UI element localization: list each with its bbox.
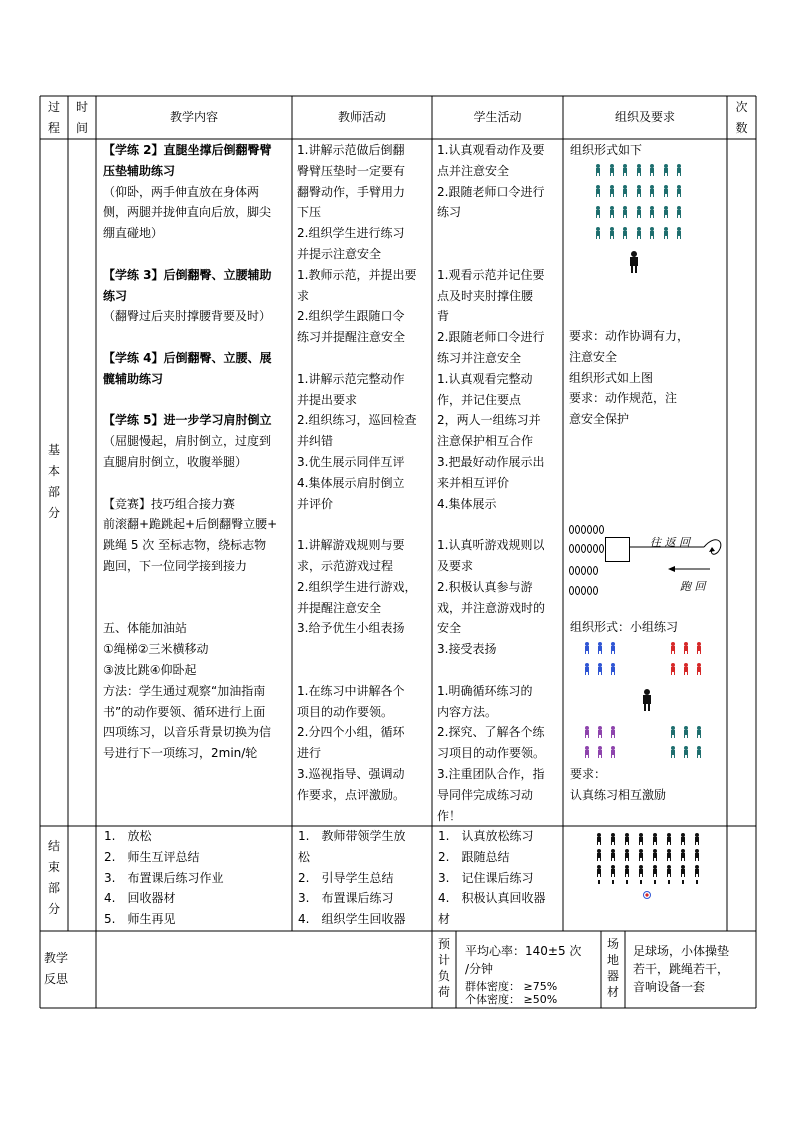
basic-student-line [437, 514, 562, 535]
student-dot-icon [612, 880, 614, 884]
basic-student-line [437, 660, 562, 681]
basic-content-line: （屈腿慢起，肩肘倒立，过度到 [103, 434, 272, 449]
relay-marker-icon [593, 566, 598, 575]
student-dot-icon [626, 880, 628, 884]
relay-marker-icon [593, 544, 598, 553]
basic-student-line: 戏，并注意游戏时的 [437, 600, 546, 615]
basic-student-line: 1.明确循环练习的 [437, 683, 533, 698]
basic-teacher-line: 进行 [297, 746, 322, 761]
basic-teacher-line: 求 [297, 288, 310, 303]
basic-teacher-line: 1.讲解游戏规则与要 [297, 538, 405, 553]
relay-marker-icon [581, 525, 586, 534]
student-figure-icon [610, 849, 616, 861]
heart-rate: 平均心率：140±5 次 /分钟 [465, 944, 582, 976]
student-figure-icon [610, 726, 616, 738]
student-figure-icon [680, 849, 686, 861]
basic-student-line: 1.认真听游戏规则以 [437, 538, 545, 553]
org-group-title: 组织形式：小组练习 [570, 620, 679, 634]
basic-teacher-line [297, 639, 431, 660]
relay-marker-icon [599, 525, 604, 534]
basic-content-line: 【学练 3】后倒翻臀、立腰辅助 [103, 267, 272, 282]
relay-marker-icon [581, 566, 586, 575]
student-figure-icon [622, 227, 628, 239]
student-figure-icon [638, 865, 644, 877]
basic-student-line: 练习 [437, 205, 462, 220]
basic-student-activity [437, 140, 562, 826]
relay-marker-icon [587, 525, 592, 534]
basic-teacher-line: 1.在练习中讲解各个 [297, 683, 405, 698]
basic-content-line: ①绳梯②三米横移动 [103, 642, 209, 657]
student-figure-icon [680, 833, 686, 845]
student-figure-icon [596, 849, 602, 861]
basic-content-line: 号进行下一项练习，2min/轮 [103, 746, 258, 761]
basic-content-line [103, 244, 291, 265]
basic-content-line: 前滚翻+跪跳起+后倒翻臀立腰+ [103, 517, 278, 532]
student-figure-icon [597, 726, 603, 738]
basic-teacher-line: 2.组织学生进行游戏， [297, 579, 417, 594]
student-figure-icon [694, 849, 700, 861]
relay-label-top: 往 返 回 [650, 536, 690, 549]
student-figure-icon [670, 642, 676, 654]
student-figure-icon [624, 833, 630, 845]
teacher-figure-icon [629, 251, 639, 273]
basic-teacher-line: 翻臀动作，手臂用力 [297, 184, 406, 199]
relay-marker-icon [575, 525, 580, 534]
student-figure-icon [596, 833, 602, 845]
header-student: 学生活动 [473, 110, 522, 124]
basic-teacher-line [297, 660, 431, 681]
basic-student-line: 3.接受表扬 [437, 642, 497, 657]
relay-marker-icon [569, 586, 574, 595]
student-figure-icon [649, 164, 655, 176]
student-figure-icon [622, 206, 628, 218]
relay-marker-icon [599, 544, 604, 553]
basic-teacher-line: 3.给予优生小组表扬 [297, 621, 405, 636]
basic-teacher-line: 3.巡视指导、强调动 [297, 766, 405, 781]
basic-teacher-line: 并提示注意安全 [297, 246, 382, 261]
basic-teacher-line: 并提醒注意安全 [297, 600, 382, 615]
student-figure-icon [610, 746, 616, 758]
relay-marker-icon [569, 544, 574, 553]
student-figure-icon [663, 206, 669, 218]
basic-student-line: 2，两人一组练习并 [437, 413, 541, 428]
student-figure-icon [609, 206, 615, 218]
student-figure-icon [676, 185, 682, 197]
basic-content-line: （翻臀过后夹肘撑腰背要及时） [103, 309, 272, 324]
org-group-requirements: 要求： 认真练习相互激励 [570, 767, 667, 802]
basic-content-line: 练习 [103, 288, 128, 303]
basic-student-line: 4.集体展示 [437, 496, 497, 511]
basic-teacher-line: 2.组织学生进行练习 [297, 226, 405, 241]
student-figure-icon [638, 849, 644, 861]
basic-student-line: 2.跟随老师口令进行 [437, 330, 545, 345]
relay-marker-icon [581, 586, 586, 595]
student-figure-icon [636, 185, 642, 197]
student-figure-icon [676, 164, 682, 176]
basic-student-line: 2.跟随老师口令进行 [437, 184, 545, 199]
basic-content-line: 五、体能加油站 [103, 621, 188, 636]
basic-teacher-line: 4.集体展示肩肘倒立 [297, 475, 405, 490]
basic-teacher-line: 臀臂压垫时一定要有 [297, 163, 406, 178]
density: 群体密度： ≥75% 个体密度： ≥50% [465, 980, 558, 1006]
relay-label-bottom: 跑 回 [680, 580, 706, 593]
basic-content-line: 绷直碰地） [103, 226, 164, 241]
student-figure-icon [622, 185, 628, 197]
student-figure-icon [597, 663, 603, 675]
relay-marker-icon [575, 566, 580, 575]
student-figure-icon [680, 865, 686, 877]
relay-marker-icon [581, 544, 586, 553]
relay-marker-icon [587, 566, 592, 575]
student-figure-icon [584, 642, 590, 654]
basic-student-line: 1.观看示范并记住要 [437, 267, 545, 282]
student-dot-icon [668, 880, 670, 884]
basic-content-line: 方法：学生通过观察“加油指南 [103, 683, 266, 698]
basic-student-line [437, 244, 562, 265]
basic-content-line [103, 577, 291, 598]
student-dot-icon [682, 880, 684, 884]
student-figure-icon [609, 164, 615, 176]
student-figure-icon [652, 833, 658, 845]
student-figure-icon [638, 833, 644, 845]
relay-marker-icon [587, 586, 592, 595]
header-process: 过 程 [47, 100, 60, 135]
student-figure-icon [663, 164, 669, 176]
student-figure-icon [624, 849, 630, 861]
basic-teacher-line: 并提出要求 [297, 392, 358, 407]
relay-marker-icon [569, 566, 574, 575]
student-figure-icon [649, 185, 655, 197]
basic-content-line: 【学练 4】后倒翻臀、立腰、展 [103, 350, 272, 365]
student-figure-icon [676, 206, 682, 218]
basic-content-line: 【学练 2】直腿坐撑后倒翻臀臂 [103, 143, 272, 157]
header-organize: 组织及要求 [614, 110, 675, 124]
relay-marker-icon [587, 544, 592, 553]
basic-teacher-line [297, 348, 431, 369]
basic-teacher-line: 3.优生展示同伴互评 [297, 454, 405, 469]
ending-teacher: 1. 教师带领学生放 松 2. 引导学生总结 3. 布置课后练习 4. 组织学生回收器 [298, 829, 406, 927]
student-figure-icon [595, 206, 601, 218]
basic-student-line: 作！ [437, 808, 462, 823]
student-figure-icon [694, 833, 700, 845]
student-figure-icon [636, 206, 642, 218]
basic-section-label: 基 本 部 分 [47, 443, 60, 520]
basic-content-line: ③波比跳④仰卧起 [103, 662, 197, 677]
basic-teacher-line: 1.讲解示范完整动作 [297, 371, 405, 386]
basic-student-line: 2.探究、了解各个练 [437, 725, 545, 740]
basic-student-line: 作，并记住要点 [437, 392, 522, 407]
basic-student-line: 3.注重团队合作，指 [437, 766, 545, 781]
basic-content-line: （仰卧，两手伸直放在身体两 [103, 184, 260, 199]
basic-teacher-line: 练习并提醒注意安全 [297, 330, 406, 345]
basic-teacher-line: 2.组织练习，巡回检查 [297, 413, 417, 428]
basic-student-line: 3.把最好动作展示出 [437, 454, 545, 469]
header-teacher: 教师活动 [337, 110, 386, 124]
student-dot-icon [696, 880, 698, 884]
student-figure-icon [584, 663, 590, 675]
relay-mat-box [605, 537, 630, 562]
student-figure-icon [610, 833, 616, 845]
basic-content-line: 书”的动作要领、循环进行上面 [103, 704, 266, 719]
basic-content-line: 直腿肩肘倒立，收腹举腿） [103, 454, 248, 469]
relay-marker-icon [593, 586, 598, 595]
student-figure-icon [696, 642, 702, 654]
basic-student-line: 点及时夹肘撑住腰 [437, 288, 534, 303]
student-figure-icon [676, 227, 682, 239]
student-figure-icon [596, 865, 602, 877]
student-figure-icon [595, 164, 601, 176]
student-figure-icon [683, 746, 689, 758]
student-figure-icon [663, 227, 669, 239]
load-label: 预 计 负 荷 [437, 937, 450, 999]
relay-marker-icon [593, 525, 598, 534]
basic-student-line: 1.认真观看动作及要 [437, 143, 545, 157]
basic-teacher-line: 作要求，点评激励。 [297, 787, 406, 802]
student-figure-icon [610, 663, 616, 675]
basic-student-line: 及要求 [437, 558, 474, 573]
student-figure-icon [696, 746, 702, 758]
basic-student-line: 习项目的动作要领。 [437, 746, 546, 761]
teacher-marker-icon [643, 891, 651, 899]
basic-student-line: 来并相互评价 [437, 475, 510, 490]
student-figure-icon [597, 746, 603, 758]
student-figure-icon [609, 185, 615, 197]
org-requirements: 要求：动作协调有力， 注意安全 组织形式如上图 要求：动作规范，注 意安全保护 [569, 329, 690, 427]
student-figure-icon [666, 833, 672, 845]
basic-content-line [103, 598, 291, 619]
student-dot-icon [654, 880, 656, 884]
basic-content-line: 【竞赛】技巧组合接力赛 [103, 496, 236, 511]
student-figure-icon [670, 663, 676, 675]
basic-teacher-line: 求，示范游戏过程 [297, 558, 394, 573]
basic-teacher-line: 1.教师示范，并提出要 [297, 267, 417, 282]
basic-content-line: 跳绳 5 次 至标志物，绕标志物 [103, 538, 267, 553]
student-figure-icon [610, 865, 616, 877]
basic-student-line [437, 223, 562, 244]
venue-equipment: 足球场，小体操垫 若干，跳绳若干， 音响设备一套 [633, 944, 730, 994]
basic-student-line: 背 [437, 309, 450, 324]
student-figure-icon [683, 663, 689, 675]
student-figure-icon [670, 726, 676, 738]
student-figure-icon [666, 849, 672, 861]
basic-teacher-line: 项目的动作要领。 [297, 704, 394, 719]
student-figure-icon [670, 746, 676, 758]
basic-content-line [103, 390, 291, 411]
basic-content-line [103, 473, 291, 494]
basic-content-line: 侧，两腿并拢伸直向后放，脚尖 [103, 205, 272, 220]
student-figure-icon [683, 642, 689, 654]
header-time: 时 间 [75, 100, 88, 135]
student-figure-icon [649, 227, 655, 239]
venue-label: 场 地 器 材 [606, 937, 619, 999]
basic-content-line: 四项练习，以音乐背景切换为信 [103, 725, 272, 740]
basic-teacher-line: 下压 [297, 205, 322, 220]
basic-content-line: 压垫辅助练习 [103, 163, 176, 178]
header-content: 教学内容 [169, 110, 218, 124]
basic-student-line: 内容方法。 [437, 704, 498, 719]
ending-student: 1. 认真放松练习 2. 跟随总结 3. 记住课后练习 4. 积极认真回收器 材 [438, 829, 546, 927]
student-dot-icon [598, 880, 600, 884]
student-figure-icon [636, 227, 642, 239]
student-figure-icon [609, 227, 615, 239]
student-figure-icon [652, 849, 658, 861]
student-figure-icon [696, 726, 702, 738]
student-figure-icon [622, 164, 628, 176]
student-figure-icon [663, 185, 669, 197]
student-figure-icon [694, 865, 700, 877]
student-figure-icon [584, 726, 590, 738]
student-figure-icon [610, 642, 616, 654]
basic-student-line: 注意保护相互合作 [437, 434, 534, 449]
basic-teacher-line: 2.分四个小组，循环 [297, 725, 405, 740]
basic-teaching-content [103, 140, 291, 764]
relay-marker-icon [575, 544, 580, 553]
basic-student-line: 导同伴完成练习动 [437, 787, 534, 802]
basic-content-line: 跑回，下一位同学接到接力 [103, 558, 248, 573]
student-figure-icon [649, 206, 655, 218]
basic-student-line: 点并注意安全 [437, 163, 510, 178]
ending-content: 1. 放松 2. 师生互评总结 3. 布置课后练习作业 4. 回收器材 5. 师生再见 [104, 829, 224, 927]
basic-teacher-line: 1.讲解示范做后倒翻 [297, 143, 405, 157]
reflection-label: 教学 反思 [44, 951, 69, 986]
teacher-figure-2-icon [642, 689, 652, 711]
basic-content-line [103, 327, 291, 348]
student-figure-icon [624, 865, 630, 877]
basic-student-line: 2.积极认真参与游 [437, 579, 533, 594]
basic-teacher-line: 并纠错 [297, 434, 334, 449]
student-figure-icon [595, 185, 601, 197]
student-figure-icon [696, 663, 702, 675]
basic-teacher-line [297, 514, 431, 535]
basic-teacher-activity [297, 140, 431, 806]
student-figure-icon [595, 227, 601, 239]
student-figure-icon [683, 726, 689, 738]
basic-student-line: 安全 [437, 621, 462, 636]
student-figure-icon [636, 164, 642, 176]
basic-teacher-line: 2.组织学生跟随口令 [297, 309, 405, 324]
header-count: 次 数 [735, 100, 748, 135]
basic-student-line: 练习并注意安全 [437, 350, 522, 365]
relay-marker-icon [569, 525, 574, 534]
student-figure-icon [652, 865, 658, 877]
student-figure-icon [666, 865, 672, 877]
student-figure-icon [597, 642, 603, 654]
org-form-title: 组织形式如下 [570, 143, 643, 157]
basic-student-line: 1.认真观看完整动 [437, 371, 533, 386]
basic-content-line: 【学练 5】进一步学习肩肘倒立 [103, 413, 272, 428]
basic-content-line: 髋辅助练习 [103, 371, 164, 386]
relay-marker-icon [575, 586, 580, 595]
ending-section-label: 结 束 部 分 [47, 839, 60, 916]
basic-teacher-line: 并评价 [297, 496, 334, 511]
student-dot-icon [640, 880, 642, 884]
student-figure-icon [584, 746, 590, 758]
